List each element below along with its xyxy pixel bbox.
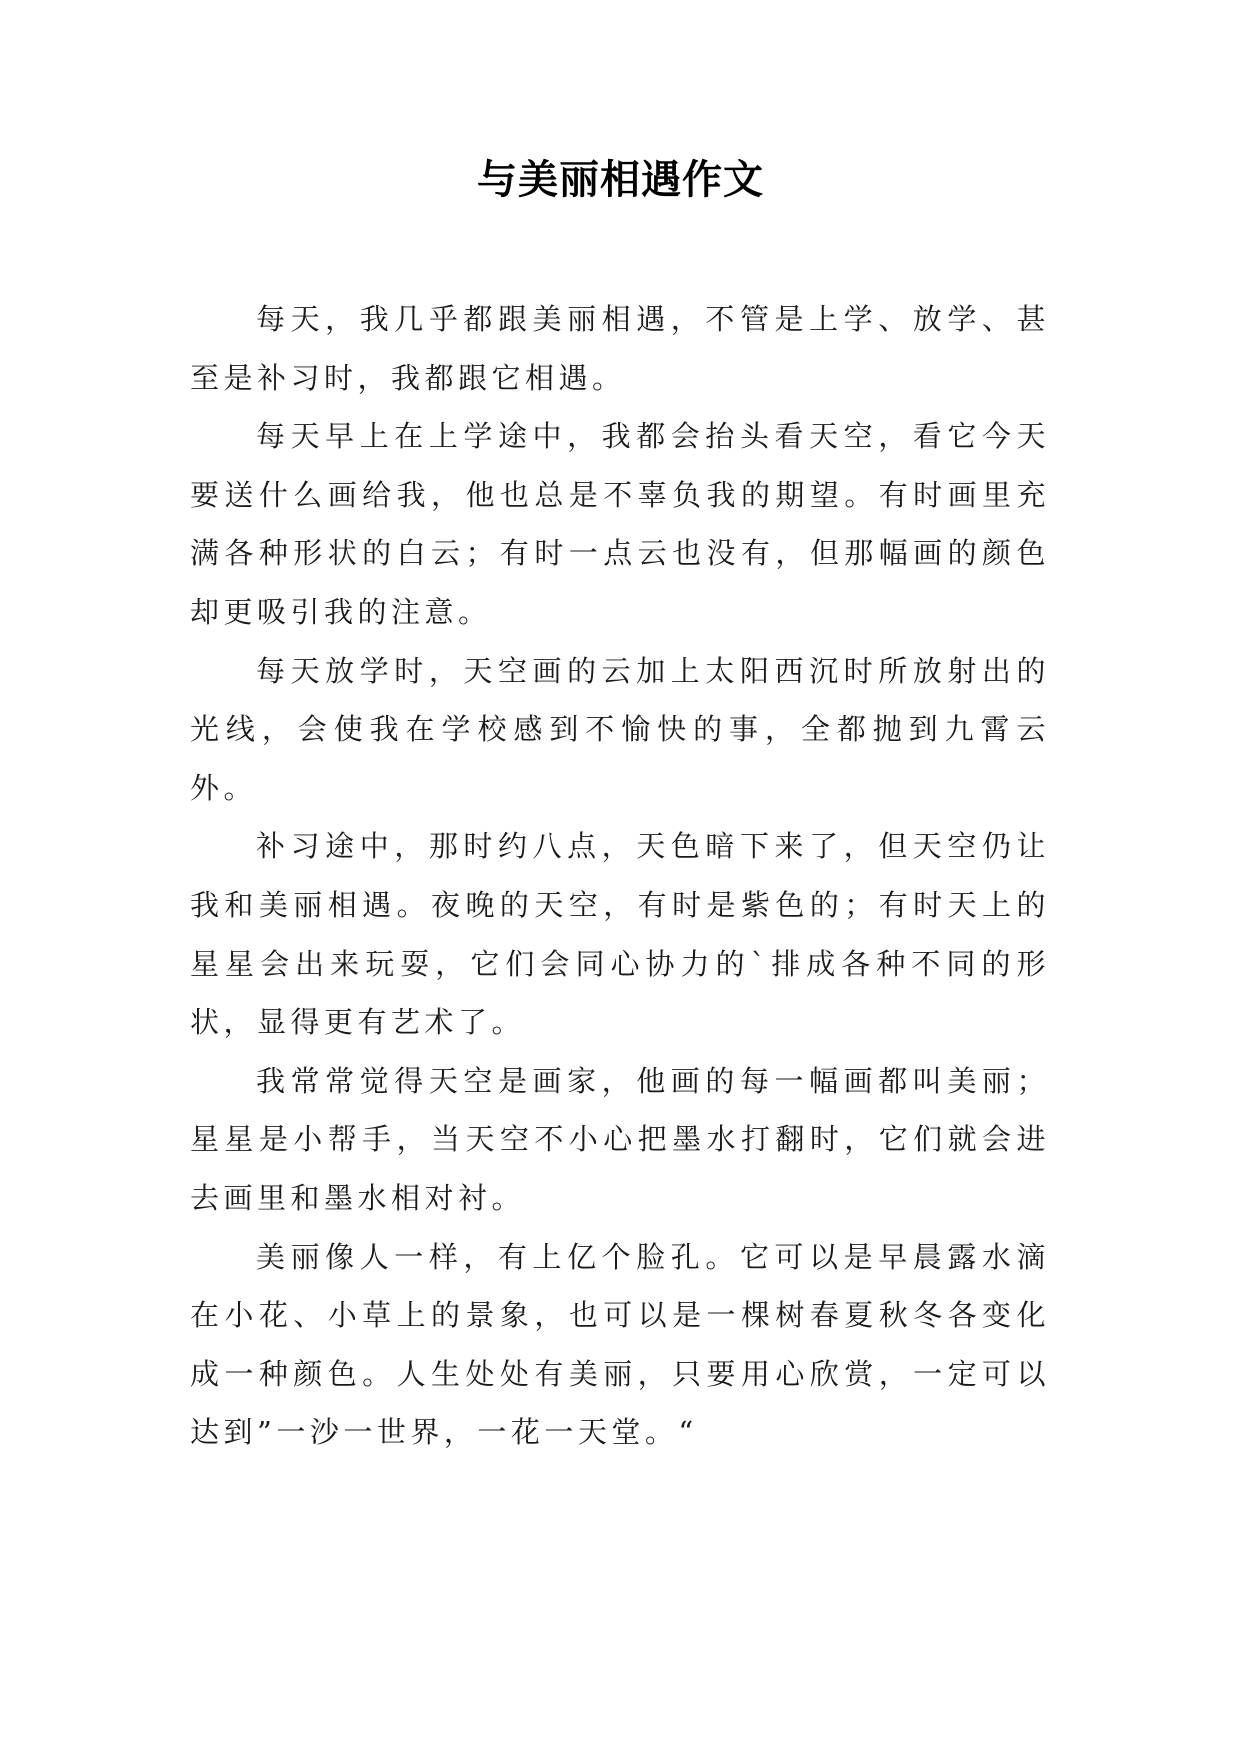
document-body	[190, 290, 1050, 1462]
document-title: 与美丽相遇作文	[477, 157, 764, 203]
paragraph-5: 我常常觉得天空是画家，他画的每一幅画都叫美丽；星星是小帮手，当天空不小心把墨水打翻时，它们就会进去画里和墨水相对衬。	[190, 1063, 1050, 1215]
paragraph-6: 美丽像人一样，有上亿个脸孔。它可以是早晨露水滴在小花、小草上的景象，也可以是一棵树春夏秋冬各变化成一种颜色。人生处处有美丽，只要用心欣赏，一定可以达到”一沙一世界，一花一天堂。“	[190, 1239, 1050, 1450]
paragraph-4: 补习途中，那时约八点，天色暗下来了，但天空仍让我和美丽相遇。夜晚的天空，有时是紫色的；有时天上的星星会出来玩耍，它们会同心协力的`排成各种不同的形状，显得更有艺术了。	[190, 829, 1050, 1040]
paragraph-1: 每天，我几乎都跟美丽相遇，不管是上学、放学、甚至是补习时，我都跟它相遇。	[190, 302, 1050, 395]
paragraph-2: 每天早上在上学途中，我都会抬头看天空，看它今天要送什么画给我，他也总是不辜负我的期望。有时画里充满各种形状的白云；有时一点云也没有，但那幅画的颜色却更吸引我的注意。	[190, 419, 1050, 629]
paragraph-3: 每天放学时，天空画的云加上太阳西沉时所放射出的光线，会使我在学校感到不愉快的事，全都抛到九霄云外。	[190, 653, 1050, 805]
